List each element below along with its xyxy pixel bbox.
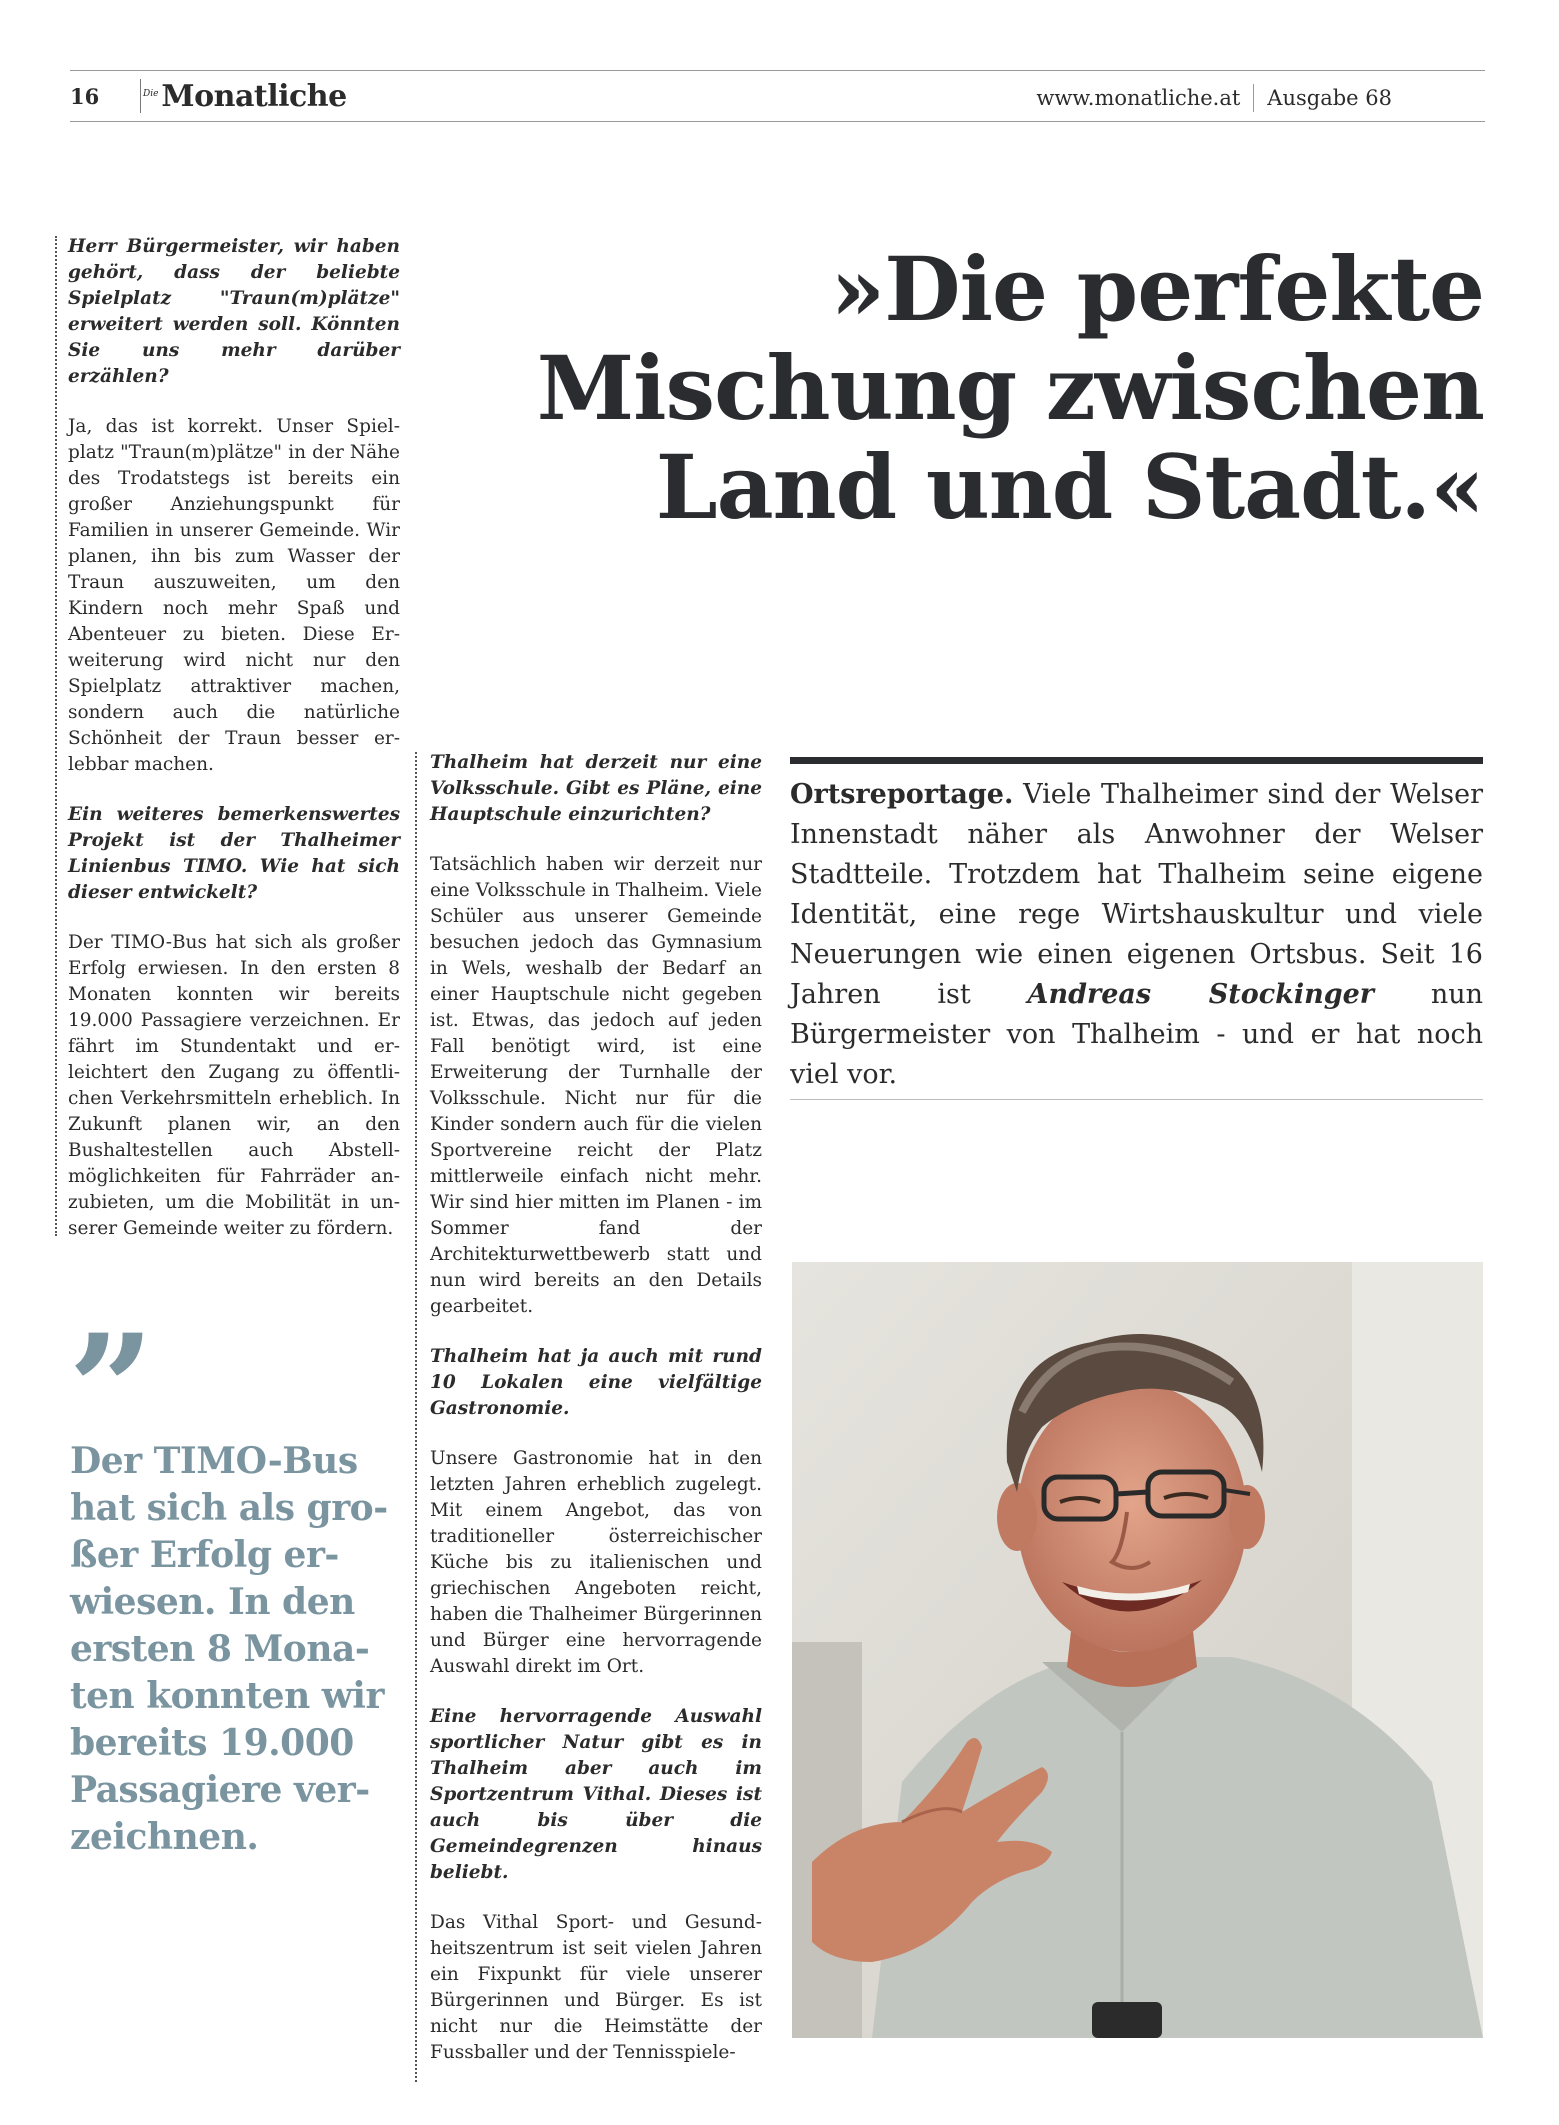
portrait-illustration — [792, 1262, 1483, 2038]
question-school: Thalheim hat derzeit nur eine Volksschule. Gibt es Pläne, eine Hauptschule einzurichten? — [430, 752, 762, 825]
issue-label: Ausgabe 68 — [1267, 86, 1392, 110]
header-top-rule — [70, 70, 1485, 71]
headline — [384, 237, 1484, 539]
question-playground: Herr Bürgermeister, wir haben gehört, dass der beliebte Spielplatz "Traun(m)plätze" erweitert werden soll. Könnten Sie uns mehr darüber erzählen? — [68, 236, 400, 387]
column-1-dotted-rule — [55, 236, 57, 1236]
header-meta — [1036, 84, 1392, 112]
portrait-photo — [792, 1262, 1483, 2038]
answer-timo-bus: Der TIMO-Bus hat sich als großer Erfolg erwiesen. In den ersten 8 Monaten konnten wir bereits 19.000 Passagiere verzeichnen. Er fährt im Stundentakt und erleichtert den Zugang zu öffentlichen Verkehrsmitteln erheblich. In Zukunft planen wir, an den Bushaltestellen auch Abstellmöglichkeiten für Fahrräder anzubieten, um die Mobilität in unserer Gemeinde weiter zu fördern. — [68, 932, 400, 1239]
logo[interactable] — [140, 76, 347, 116]
logo-small-text: Die — [143, 89, 159, 99]
website-link[interactable]: www.monatliche.at — [1036, 86, 1241, 110]
column-1 — [68, 234, 400, 1266]
logo-bar — [140, 79, 141, 113]
intro-text-1: Viele Thalheimer sind der Welser Innenstadt näher als Anwohner der Welser Stadtteile. Trotzdem hat Thalheim seine eigene Identität, eine rege Wirtshauskultur und viele Neuerungen wie einen eigenen Ortsbus. Seit 16 Jahren ist — [790, 779, 1483, 1010]
page-number: 16 — [70, 84, 100, 109]
quote-mark-icon: ” — [68, 1302, 155, 1478]
logo-name: Monatliche — [161, 78, 347, 114]
headline-line-3: Land und Stadt.« — [655, 435, 1484, 539]
answer-gastronomy: Unsere Gastronomie hat in den letzten Jahren erheblich zugelegt. Mit einem Angebot, das von traditioneller österreichischer Küche bis zu italienischen und griechischen Angeboten reicht, haben die Thalheimer Bürgerinnen und Bürger eine hervorragende Auswahl direkt im Ort. — [430, 1448, 762, 1677]
column-2-dotted-rule — [415, 752, 417, 2082]
intro-top-rule — [790, 757, 1483, 764]
intro-text-2: nun Bürgermeister von Thalheim - und er hat noch viel vor. — [790, 979, 1484, 1090]
intro-lead: Ortsreportage. — [790, 779, 1014, 810]
answer-school: Tatsächlich haben wir derzeit nur eine Volksschule in Thalheim. Viele Schüler aus unserer Gemeinde besuchen jedoch das Gymnasium in Wels, weshalb der Bedarf an einer Hauptschule nicht gegeben ist. Etwas, das jedoch auf jeden Fall benötigt wird, ist eine Erweiterung der Turnhalle der Volksschule. Nicht nur für die Kinder sondern auch für die vielen Sportvereine reicht der Platz mittlerweile einfach nicht mehr. Wir sind hier mitten im Planen - im Sommer fand der Architekturwettbewerb statt und nun wird bereits an den Details gearbeitet. — [430, 854, 762, 1317]
headline-line-2: Mischung zwischen — [536, 336, 1484, 440]
intro-person-name: Andreas Stockinger — [1027, 979, 1375, 1010]
question-gastronomy: Thalheim hat ja auch mit rund 10 Lokalen eine vielfältige Gastronomie. — [430, 1346, 762, 1419]
column-2 — [430, 750, 762, 2090]
header-separator — [1253, 84, 1254, 112]
intro-bottom-rule — [790, 1099, 1483, 1100]
pull-quote: Der TIMO-Bus hat sich als großer Erfolg erwiesen. In den ersten 8 Monaten konnten wir bereits 19.000 Passagiere verzeichnen. — [70, 1440, 389, 1858]
header-bottom-rule — [70, 121, 1485, 122]
answer-sport-center: Das Vithal Sport- und Gesundheitszentrum ist seit vielen Jahren ein Fixpunkt für viele unserer Bürgerinnen und Bürger. Es ist nicht nur die Heimstätte der Fussballer und der Tennisspiele- — [430, 1912, 762, 2063]
question-timo-bus: Ein weiteres bemerkenswertes Projekt ist der Thalheimer Linienbus TIMO. Wie hat sich dieser entwickelt? — [68, 804, 400, 903]
question-sport-center: Eine hervorragende Auswahl sportlicher Natur gibt es in Thalheim aber auch im Sportzentrum Vithal. Dieses ist auch bis über die Gemeindegrenzen hinaus beliebt. — [430, 1706, 762, 1883]
answer-playground: Ja, das ist korrekt. Unser Spielplatz "Traun(m)plätze" in der Nähe des Trodatstegs ist bereits ein großer Anziehungspunkt für Familien in unserer Gemeinde. Wir planen, ihn bis zum Wasser der Traun auszuweiten, um den Kindern noch mehr Spaß und Abenteuer zu bieten. Diese Erweiterung wird nicht nur den Spielplatz attraktiver machen, sondern auch die natürliche Schönheit der Traun besser erlebbar machen. — [68, 416, 400, 775]
intro-paragraph — [790, 775, 1483, 1095]
headline-line-1: »Die perfekte — [830, 237, 1484, 341]
